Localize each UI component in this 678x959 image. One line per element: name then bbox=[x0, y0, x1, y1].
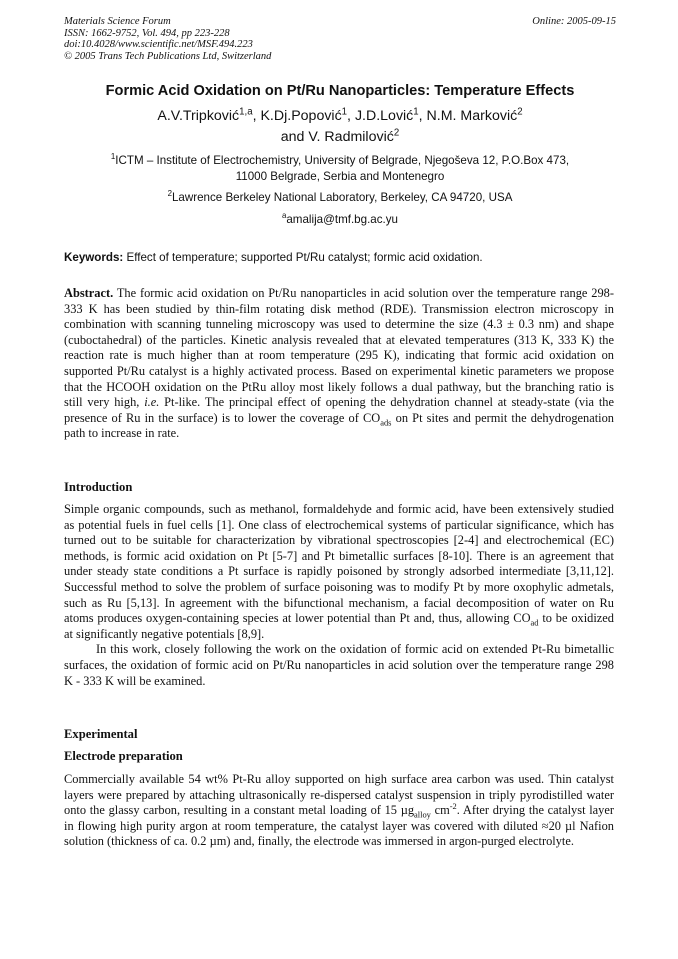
issn-line: ISSN: 1662-9752, Vol. 494, pp 223-228 bbox=[64, 27, 230, 39]
author: K.Dj.Popović bbox=[260, 108, 342, 124]
author-sup: 2 bbox=[517, 106, 523, 118]
author: and V. Radmilović bbox=[280, 129, 394, 145]
abstract bbox=[64, 286, 614, 442]
exp-text: Commercially available 54 wt% Pt-Ru alloy supported on high surface area carbon was used. Thin catalyst layers were prepared by attaching ultrasonically re-dispersed catalyst suspension in triply pyrodistilled water onto the glassy carbon, resulting in a constant metal loading of 15 µg bbox=[64, 772, 614, 818]
online-date: Online: 2005-09-15 bbox=[532, 16, 616, 27]
abstract-label: Abstract. bbox=[64, 286, 114, 300]
intro-paragraph-2: In this work, closely following the work on the oxidation of formic acid on extended Pt-Ru bimetallic surfaces, the oxidation of formic acid on Pt/Ru nanoparticles in acid solution over the temperature range 298 K - 333 K will be examined. bbox=[64, 642, 614, 688]
exp-text: cm bbox=[430, 803, 450, 818]
affiliation-1 bbox=[60, 153, 620, 184]
exp-sub: alloy bbox=[414, 809, 431, 820]
keywords-label: Keywords: bbox=[64, 251, 124, 264]
author-sup: 1 bbox=[413, 106, 419, 118]
author-list: A.V.Tripković$^{1,a}$, K.Dj.Popović$^1$, J.D.Lović$^1$, N.M. Marković$^2$ and V. Radmilović$^2$ bbox=[157, 106, 523, 145]
section-heading-experimental: Experimental bbox=[64, 727, 138, 741]
journal-name: Materials Science Forum bbox=[64, 16, 171, 27]
exp-text: . After drying the catalyst layer in flowing high purity argon at room temperature, the catalyst layer was covered with diluted ≈20 µl Nafion solution (thickness of ca. 0.2 µm) and, finally, the electrode was immersed in argon-purged electrolyte. bbox=[64, 803, 614, 849]
abstract-text: on Pt sites and permit the dehydrogenation path to increase in rate. bbox=[64, 410, 614, 441]
author-sup: 1 bbox=[341, 106, 348, 118]
abstract-text: Pt-like. The principal effect of opening the dehydration channel at steady-state (via the presence of Ru in the surface) is to lower the coverage of CO bbox=[64, 395, 615, 425]
affiliation-sup: 1 bbox=[110, 152, 116, 162]
email-sup: a bbox=[281, 211, 287, 221]
intro-text: Simple organic compounds, such as methanol, formaldehyde and formic acid, have been extensively studied as potential fuels in fuel cells [1]. One class of electrochemical systems of particular significance, which has turned out to be suitable for characterization by vibrational spectroscopies [2-4] and electrochemical (EC) methods, is formic acid oxidation on Pt [5-7] and Pt bimetallic surfaces [8-10]. There is an agreement that under steady state conditions a Pt surface is rapidly poisoned by strongly adsorbed intermediate [3,11,12]. Successful method to solve the problem of surface poisoning was to modify Pt by more oxophylic admetals, such as Ru [5,13]. In agreement with the bifunctional mechanism, a facial decomposition of water on Ru atoms produces oxygen-containing species at lower potential than Pt and, thus, allowing CO bbox=[64, 502, 614, 626]
exp-sup: -2 bbox=[449, 801, 457, 812]
author: A.V.Tripković bbox=[157, 108, 240, 124]
author: N.M. Marković bbox=[426, 108, 518, 124]
author: J.D.Lović bbox=[354, 108, 414, 124]
doi-line: doi:10.4028/www.scientific.net/MSF.494.223 bbox=[64, 39, 253, 50]
subsection-heading-electrode: Electrode preparation bbox=[64, 749, 183, 763]
intro-sub: ad bbox=[530, 617, 539, 628]
affiliation-sup: 2 bbox=[167, 189, 172, 199]
affiliation-line: 11000 Belgrade, Serbia and Montenegro bbox=[235, 169, 445, 183]
author-sup: 1,a bbox=[239, 106, 253, 118]
copyright-line: © 2005 Trans Tech Publications Ltd, Switzerland bbox=[64, 50, 272, 62]
affiliation-2 bbox=[60, 190, 620, 206]
affiliation-line: ICTM – Institute of Electrochemistry, University of Belgrade, Njegoševa 12, P.O.Box 473, bbox=[115, 154, 570, 167]
section-heading-introduction: Introduction bbox=[64, 480, 133, 494]
contact-email bbox=[60, 212, 620, 228]
paper-title: Formic Acid Oxidation on Pt/Ru Nanoparticles: Temperature Effects bbox=[105, 83, 575, 99]
intro-text: to be oxidized at significantly negative potentials [8,9]. bbox=[64, 611, 614, 641]
journal-header bbox=[64, 16, 616, 62]
keywords bbox=[64, 250, 616, 265]
affiliation-line: Lawrence Berkeley National Laboratory, Berkeley, CA 94720, USA bbox=[171, 191, 513, 204]
abstract-text: The formic acid oxidation on Pt/Ru nanoparticles in acid solution over the temperature range 298-333 K has been studied by thin-film rotating disk method (RDE). Transmission electron microscopy in combination with scanning tunneling microscopy was used to determine the size (4.3 ± 0.3 nm) and shape (cuboctahedral) of the particles. Kinetic analysis revealed that at elevated temperatures (313 K, 333 K) the reaction rate is much higher than at room temperature (295 K), indicating that formic acid oxidation on supported Pt/Ru catalyst is a highly activated process. Based on experimental kinetic parameters we propose that the HCOOH oxidation on the PtRu alloy most likely follows a dual pathway, but the branching ratio is still very high, bbox=[64, 286, 614, 410]
email-address: amalija@tmf.bg.ac.yu bbox=[286, 213, 399, 226]
abstract-sub: ads bbox=[380, 417, 392, 428]
introduction-body bbox=[64, 502, 614, 689]
experimental-body bbox=[64, 772, 614, 850]
keywords-text: Effect of temperature; supported Pt/Ru catalyst; formic acid oxidation. bbox=[123, 251, 483, 264]
author-sup: 2 bbox=[393, 127, 400, 139]
abstract-italic: i.e. bbox=[144, 395, 160, 410]
